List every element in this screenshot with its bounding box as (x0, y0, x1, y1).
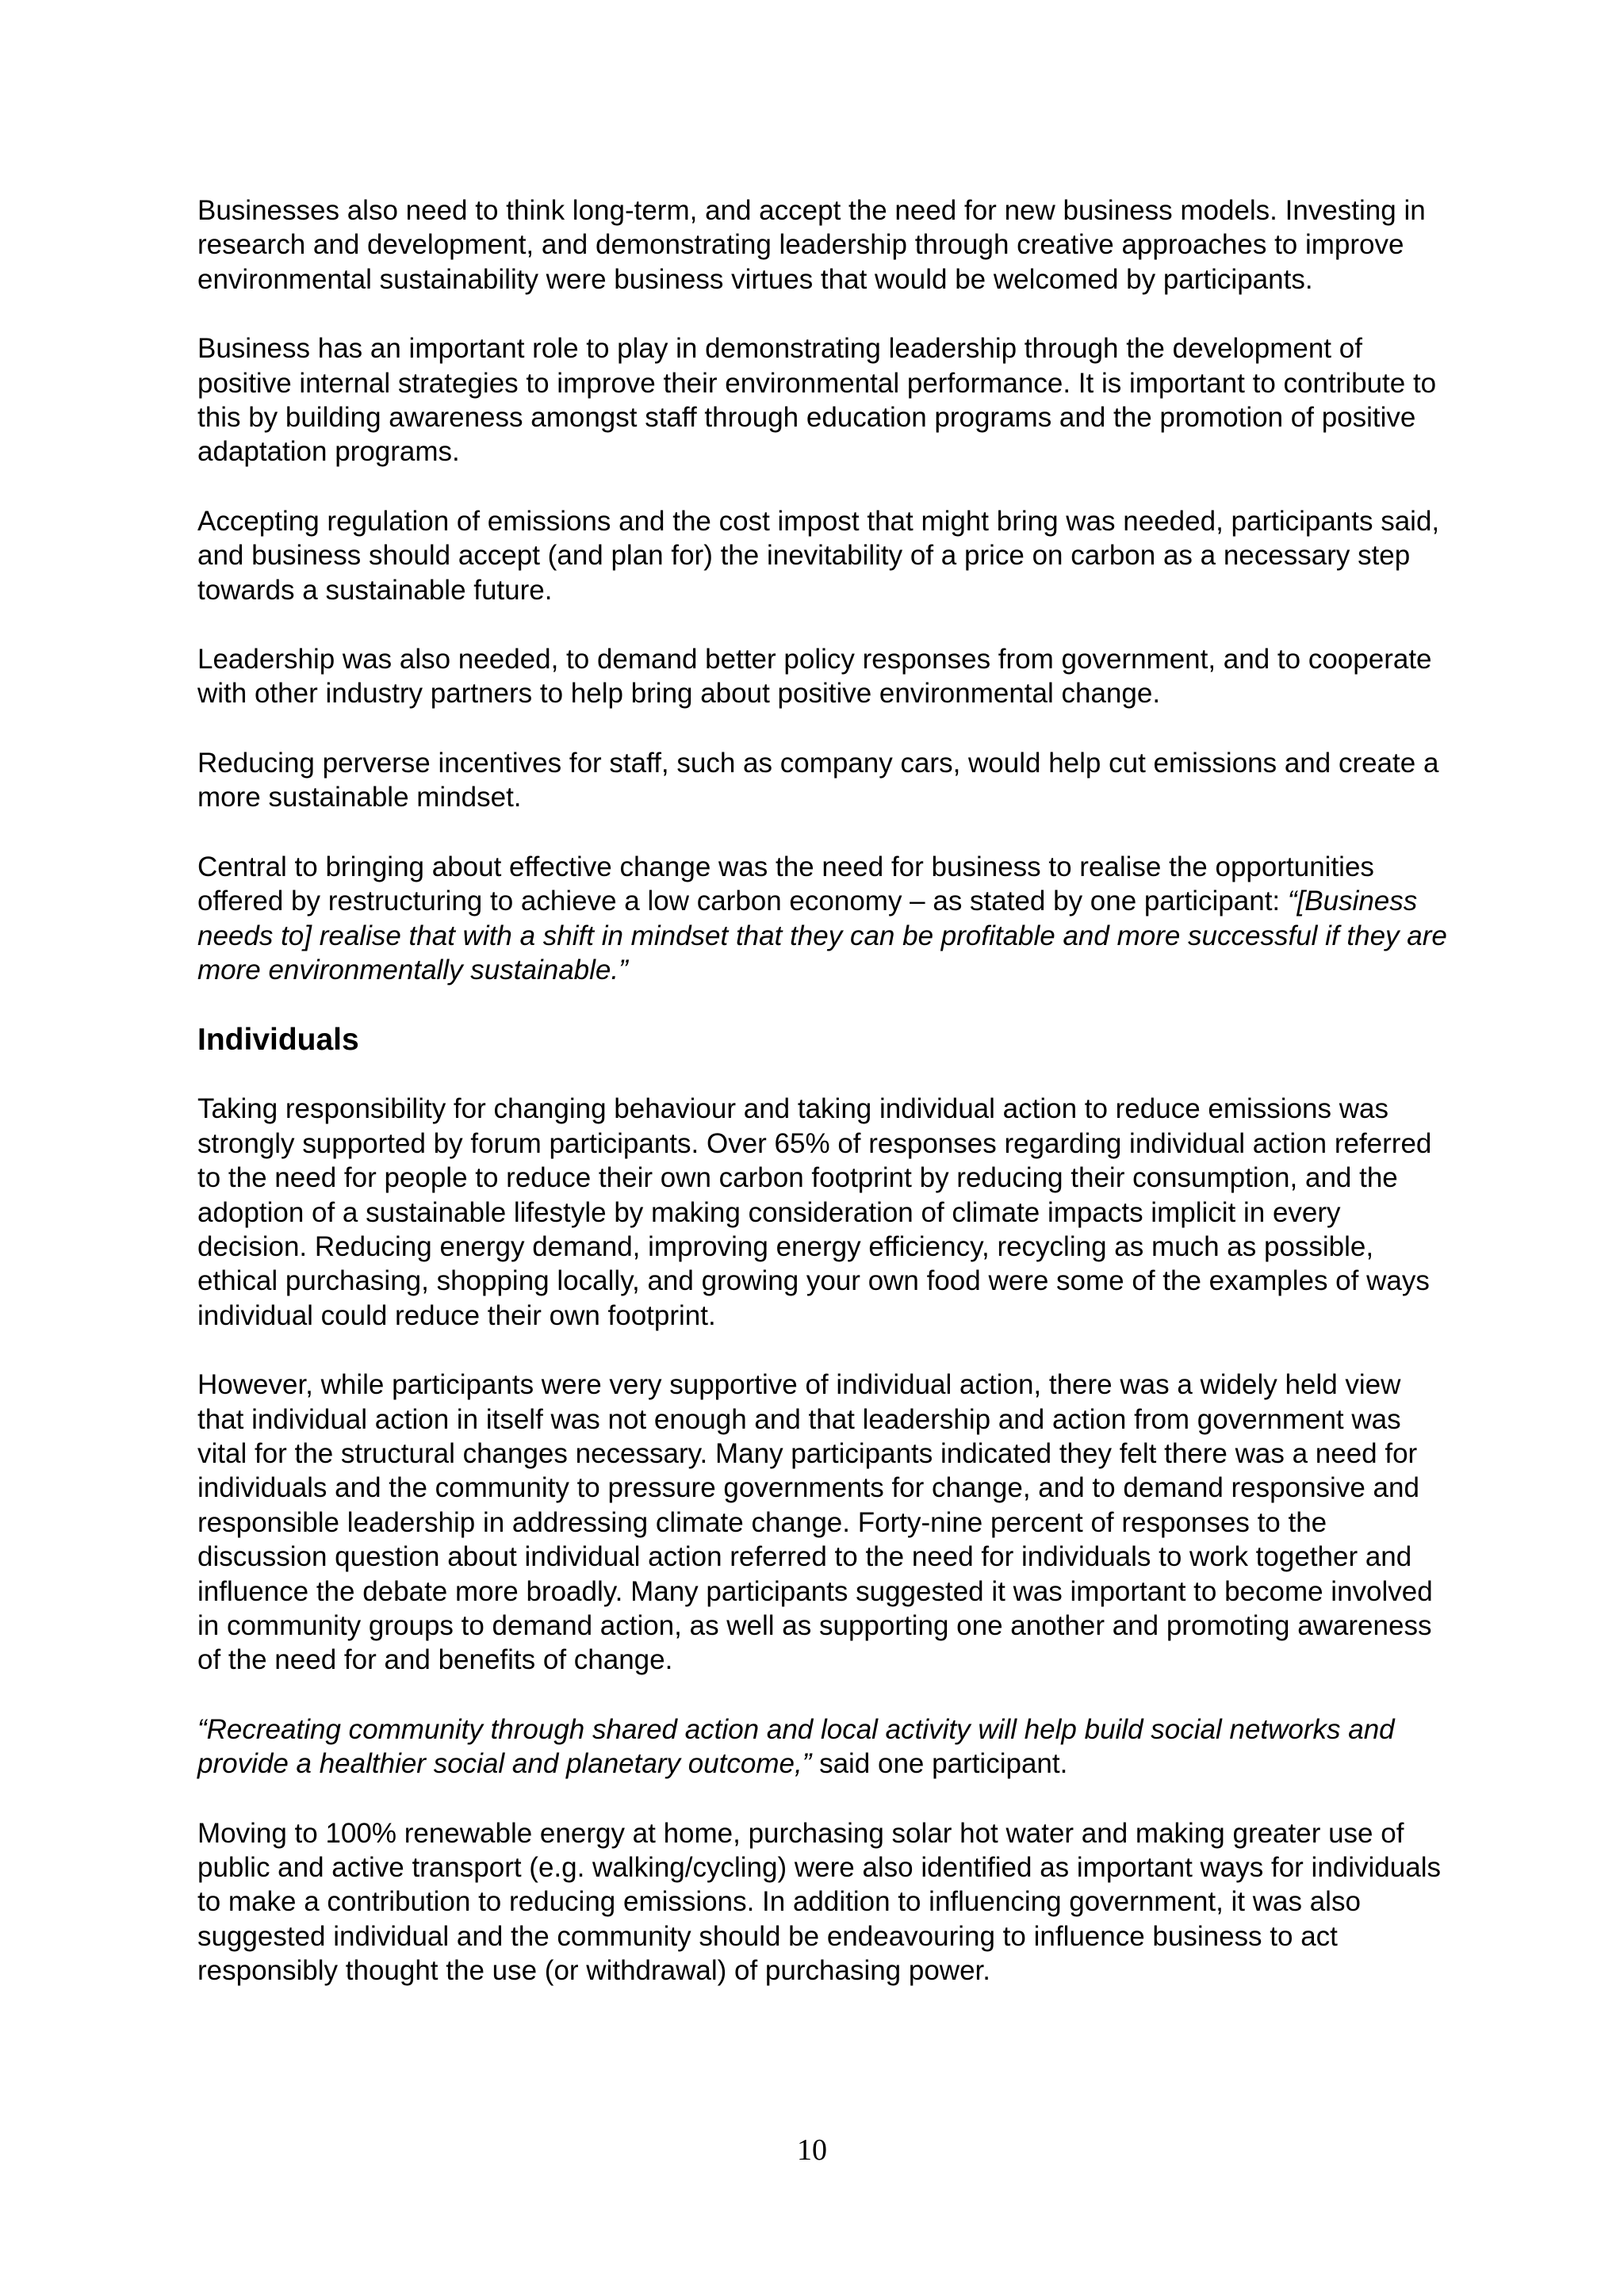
section-heading-individuals: Individuals (197, 1023, 359, 1058)
paragraph-participant-quote (197, 1712, 1450, 1781)
paragraph-business-long-term: Businesses also need to think long-term, and accept the need for new business models. Investing in research and development, and demonstrating leadership through creative approaches to improve environmental sustainability were business virtues that would be welcomed by participants. (197, 195, 1426, 295)
paragraph-regulation: Accepting regulation of emissions and the cost impost that might bring was needed, participants said, and business should accept (and plan for) the inevitability of a price on carbon as a necessary step towards a sustainable future. (197, 505, 1440, 606)
paragraph-renewable-energy: Moving to 100% renewable energy at home, purchasing solar hot water and making greater use of public and active transport (e.g. walking/cycling) were also identified as important ways for individuals to make a contribution to reducing emissions. In addition to influencing government, it was also suggested individual and the community should be endeavouring to influence business to act responsibly thought the use (or withdrawal) of purchasing power. (197, 1817, 1441, 1987)
paragraph-perverse-incentives: Reducing perverse incentives for staff, such as company cars, would help cut emissions and create a more sustainable mindset. (197, 747, 1439, 813)
page-number: 10 (797, 2133, 827, 2167)
paragraph-leadership: Leadership was also needed, to demand better policy responses from government, and to cooperate with other industry partners to help bring about positive environmental change. (197, 644, 1432, 710)
paragraph-individual-responsibility: Taking responsibility for changing behaviour and taking individual action to reduce emissions was strongly supported by forum participants. Over 65% of responses regarding individual action referred to the need for people to reduce their own carbon footprint by reducing their consumption, and the adoption of a sustainable lifestyle by making consideration of climate impacts implicit in every decision. Reducing energy demand, improving energy efficiency, recycling as much as possible, ethical purchasing, shopping locally, and growing your own food were some of the examples of ways individual could reduce their own footprint. (197, 1093, 1432, 1331)
participant-quote: “Recreating community through shared action and local activity will help build social networks and provide a healthier social and planetary outcome,” (197, 1713, 1395, 1780)
central-paragraph-text: Central to bringing about effective change was the need for business to realise the opportunities offered by restructuring to achieve a low carbon economy – as stated by one participant: (197, 851, 1374, 917)
paragraph-individual-limits: However, while participants were very supportive of individual action, there was a widely held view that individual action in itself was not enough and that leadership and action from government was vital for the structural changes necessary. Many participants indicated they felt there was a need for individuals and the community to pressure governments for change, and to demand responsive and responsible leadership in addressing climate change. Forty-nine percent of responses to the discussion question about individual action referred to the need for individuals to work together and influence the debate more broadly. Many participants suggested it was important to become involved in community groups to demand action, as well as supporting one another and promoting awareness of the need for and benefits of change. (197, 1369, 1433, 1676)
page-body (197, 193, 1450, 2023)
participant-quote-attribution: said one participant. (811, 1748, 1068, 1780)
paragraph-central-change (197, 850, 1450, 988)
central-paragraph-quote: “[Business needs to] realise that with a shift in mindset that they can be profitable and more successful if they are more environmentally sustainable.” (197, 886, 1447, 985)
paragraph-business-role: Business has an important role to play in demonstrating leadership through the development of positive internal strategies to improve their environmental performance. It is important to contribute to this by building awareness amongst staff through education programs and the promotion of positive adaptation programs. (197, 333, 1437, 468)
